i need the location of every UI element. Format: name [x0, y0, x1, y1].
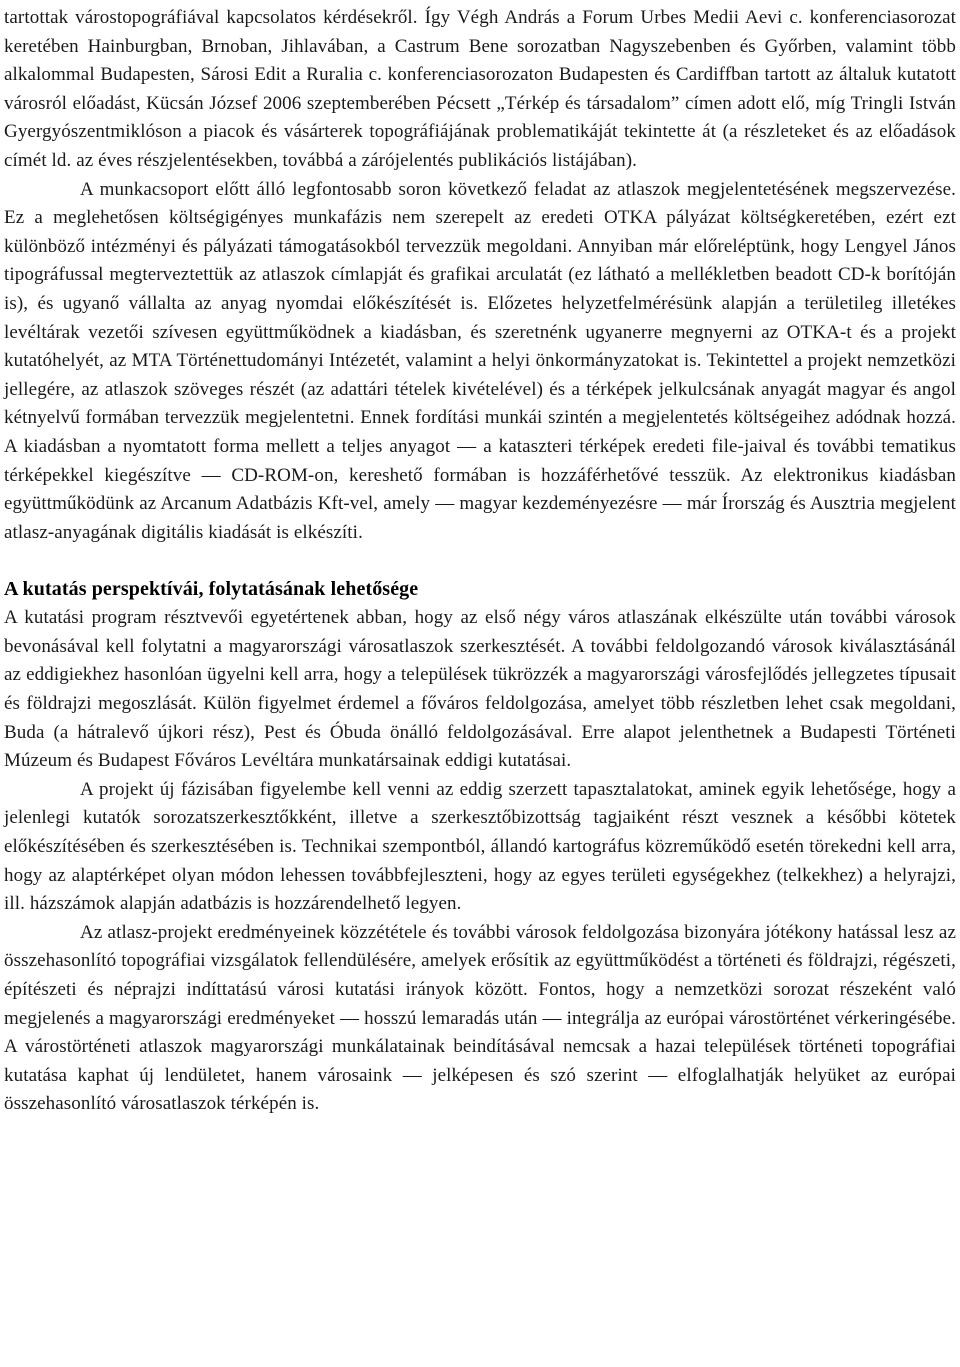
paragraph-atlas-publication: A munkacsoport előtt álló legfontosabb soron következő feladat az atlaszok megjelentetésének megszervezése. Ez a meglehetősen költségigényes munkafázis nem szerepelt az eredeti OTKA pályázat költségkeretében, ezért ezt különböző intézményi és pályázati támogatásokból tervezzük megoldani. Annyiban már előreléptünk, hogy Lengyel János tipográfussal megterveztettük az atlaszok címlapját és grafikai arculatát (ez látható a mellékletben beadott CD-k borítóján is), és ugyanő vállalta az anyag nyomdai előkészítését is. Előzetes helyzetfelmérésünk alapján a területileg illetékes levéltárak vezetői szívesen együttműködnek a kiadásban, és szeretnénk ugyanerre megnyerni az OTKA-t és a projekt kutatóhelyét, az MTA Történettudományi Intézetét, valamint a helyi önkormányzatokat is. Tekintettel a projekt nemzetközi jellegére, az atlaszok szöveges részét (az adattári tételek kivételével) és a térképek jelkulcsának anyagát magyar és angol kétnyelvű formában tervezzük megjelentetni. Ennek fordítási munkái szintén a megjelentetés költségeihez adódnak hozzá. A kiadásban a nyomtatott forma mellett a teljes anyagot — a kataszteri térképek eredeti file-jaival és további tematikus térképekkel kiegészítve — CD-ROM-on, kereshető formában is hozzáférhetővé tesszük. Az elektronikus kiadásban együttműködünk az Arcanum Adatbázis Kft-vel, amely — magyar kezdeményezésre — már Írország és Ausztria megjelent atlasz-anyagának digitális kiadását is elkészíti.: [4, 178, 956, 543]
paragraph-new-phase: A projekt új fázisában figyelembe kell venni az eddig szerzett tapasztalatokat, aminek egyik lehetősége, hogy a jelenlegi kutatók sorozatszerkesztőkként, illetve a szerkesztőbizottság tagjaiként részt vesznek a későbbi kötetek előkészítésében és szerkesztésében is. Technikai szempontból, állandó kartográfus közreműködő esetén törekedni kell arra, hogy az alaptérképet olyan módon lehessen továbbfejleszteni, hogy az egyes területi egységekhez (telkekhez) a helyrajzi, ill. házszámok alapján adatbázis is hozzárendelhető legyen.: [4, 778, 956, 915]
paragraph-conference-talks: tartottak várostopográfiával kapcsolatos kérdésekről. Így Végh András a Forum Urbes Medii Aevi c. konferenciasorozat keretében Hainburgban, Brnoban, Jihlavában, a Castrum Bene sorozatban Nagyszebenben és Győrben, valamint több alkalommal Budapesten, Sárosi Edit a Ruralia c. konferenciasorozaton Budapesten és Cardiffban tartott az általuk kutatott városról előadást, Kücsán József 2006 szeptemberében Pécsett „Térkép és társadalom” címen adott elő, míg Tringli István Gyergyószentmiklóson a piacok és vásárterek topográfiájának problematikáját tekintette át (a részleteket és az előadások címét ld. az éves részjelentésekben, továbbá a zárójelentés publikációs listájában).: [4, 7, 956, 171]
section-spacer: [4, 547, 956, 575]
paragraph-european-integration: Az atlasz-projekt eredményeinek közzététele és további városok feldolgozása bizonyára jótékony hatással lesz az összehasonlító topográfiai vizsgálatok fellendülésére, amelyek erősítik az együttműködést a történeti és földrajzi, régészeti, építészeti és néprajzi indíttatású városi kutatási irányok között. Fontos, hogy a nemzetközi sorozat részeként való megjelenés a magyarországi eredményeket — hosszú lemaradás után — integrálja az európai várostörténet vérkeringésébe. A várostörténeti atlaszok magyarországi munkálatainak beindításával nemcsak a hazai települések történeti topográfiai kutatása kaphat új lendületet, hanem városaink — jelképesen és szó szerint — elfoglalhatják helyüket az európai összehasonlító városatlaszok térképén is.: [4, 921, 956, 1115]
paragraph-further-cities: A kutatási program résztvevői egyetértenek abban, hogy az első négy város atlaszának elkészülte után további városok bevonásával kell folytatni a magyarországi városatlaszok szerkesztését. A további feldolgozandó városok kiválasztásánál az eddigiekhez hasonlóan ügyelni kell arra, hogy a települések tükrözzék a magyarországi városfejlődés jellegzetes típusait és földrajzi megoszlását. Külön figyelmet érdemel a főváros feldolgozása, amelyet több részletben lehet csak megoldani, Buda (a hátralevő újkori rész), Pest és Óbuda önálló feldolgozásával. Erre alapot jelenthetnek a Budapesti Történeti Múzeum és Budapest Főváros Levéltára munkatársainak eddigi kutatásai.: [4, 607, 956, 772]
document-page: [4, 4, 956, 1119]
section-heading: A kutatás perspektívái, folytatásának lehetősége: [4, 578, 419, 601]
